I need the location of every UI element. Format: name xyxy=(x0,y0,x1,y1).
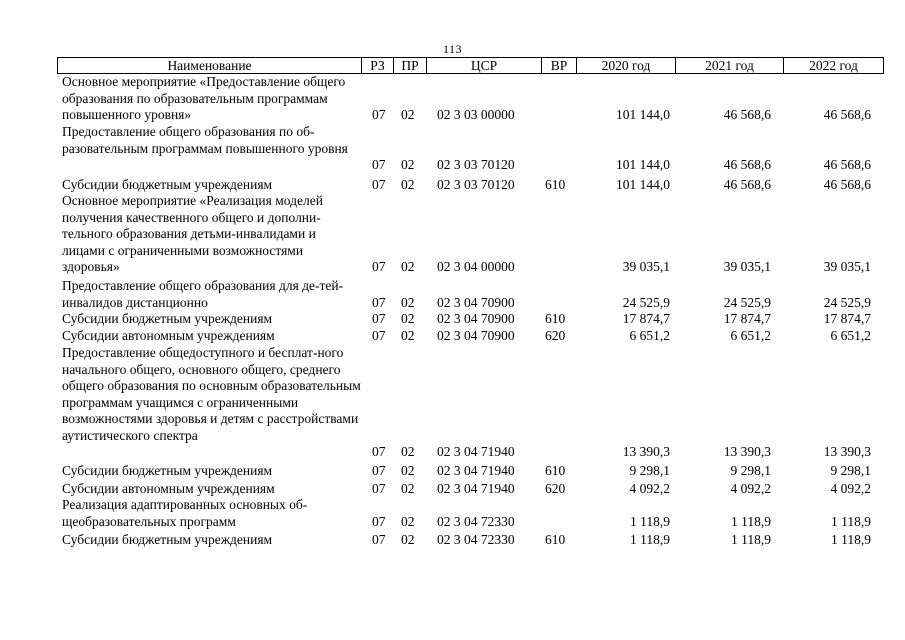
row-2020: 9 298,1 xyxy=(629,463,670,478)
row-pr: 02 xyxy=(401,463,415,478)
row-2021: 9 298,1 xyxy=(730,463,771,478)
row-2021: 46 568,6 xyxy=(723,177,771,192)
row-2020: 1 118,9 xyxy=(630,513,670,529)
table-row xyxy=(0,278,905,311)
row-2021: 39 035,1 xyxy=(723,259,771,274)
row-csr: 02 3 04 70900 xyxy=(437,294,515,310)
header-vr: ВР xyxy=(541,58,576,73)
header-csr: ЦСР xyxy=(426,58,541,73)
row-rz: 07 xyxy=(372,259,386,274)
row-2021: 4 092,2 xyxy=(730,481,771,496)
row-name: Реализация адаптированных основных об-щеобразовательных программ xyxy=(62,497,308,529)
row-csr: 02 3 03 70120 xyxy=(437,177,515,192)
row-rz: 07 xyxy=(372,444,386,459)
row-2021: 46 568,6 xyxy=(723,107,771,122)
row-pr: 02 xyxy=(401,532,415,547)
row-2022: 39 035,1 xyxy=(823,259,871,274)
row-rz: 07 xyxy=(372,513,386,529)
table-row xyxy=(0,177,905,194)
row-pr: 02 xyxy=(401,328,415,343)
row-csr: 02 3 04 00000 xyxy=(437,259,515,274)
row-csr: 02 3 03 70120 xyxy=(437,157,515,172)
row-2020: 24 525,9 xyxy=(622,294,670,310)
row-vr: 620 xyxy=(545,481,566,496)
row-csr: 02 3 04 71940 xyxy=(437,463,515,478)
table-header xyxy=(57,57,884,74)
row-pr: 02 xyxy=(401,294,415,310)
row-name: Субсидии бюджетным учреждениям xyxy=(62,177,273,192)
table-row xyxy=(0,311,905,328)
row-2022: 4 092,2 xyxy=(830,481,871,496)
row-2021: 17 874,7 xyxy=(723,311,771,326)
row-name: Основное мероприятие «Предоставление общего образования по образовательным программам повышенного уровня» xyxy=(62,74,346,122)
row-pr: 02 xyxy=(401,481,415,496)
row-pr: 02 xyxy=(401,157,415,172)
row-2022: 13 390,3 xyxy=(823,444,871,459)
row-pr: 02 xyxy=(401,444,415,459)
table-row xyxy=(0,124,905,174)
row-vr: 620 xyxy=(545,328,566,343)
row-2022: 6 651,2 xyxy=(830,328,871,343)
row-2022: 1 118,9 xyxy=(831,532,871,547)
table-row xyxy=(0,193,905,276)
header-2020: 2020 год xyxy=(576,58,675,73)
row-pr: 02 xyxy=(401,311,415,326)
row-name: Основное мероприятие «Реализация моделей получения качественного общего и дополни-тельного образования детьми-инвалидами и лицами с ограниченными возможностями здоровья» xyxy=(62,193,323,274)
row-name: Предоставление общедоступного и бесплат-ного начального общего, основного общего, среднего общего образования по основным образовательным программам учащимся с ограниченными возможностями здоровья и детям с расстройствами аутистического спектра xyxy=(62,345,361,443)
row-pr: 02 xyxy=(401,513,415,529)
row-pr: 02 xyxy=(401,259,415,274)
row-2022: 46 568,6 xyxy=(823,177,871,192)
header-pr: ПР xyxy=(393,58,426,73)
row-2020: 13 390,3 xyxy=(622,444,670,459)
row-name: Субсидии автономным учреждениям xyxy=(62,481,275,496)
page-number: 113 xyxy=(442,42,463,56)
header-rz: РЗ xyxy=(361,58,393,73)
row-2020: 1 118,9 xyxy=(630,532,670,547)
row-name: Субсидии бюджетным учреждениям xyxy=(62,463,273,478)
row-2022: 17 874,7 xyxy=(823,311,871,326)
row-2020: 17 874,7 xyxy=(622,311,670,326)
row-2022: 9 298,1 xyxy=(830,463,871,478)
row-name: Субсидии бюджетным учреждениям xyxy=(62,311,273,326)
row-2020: 6 651,2 xyxy=(629,328,670,343)
header-name: Наименование xyxy=(167,58,252,73)
table-row xyxy=(0,532,905,549)
row-2021: 24 525,9 xyxy=(723,294,771,310)
row-csr: 02 3 04 71940 xyxy=(437,481,515,496)
row-2021: 13 390,3 xyxy=(723,444,771,459)
row-2021: 46 568,6 xyxy=(723,157,771,172)
row-2020: 101 144,0 xyxy=(616,107,670,122)
row-name: Предоставление общего образования по об-разовательным программам повышенного уровня xyxy=(62,124,348,156)
row-2022: 46 568,6 xyxy=(823,107,871,122)
row-rz: 07 xyxy=(372,177,386,192)
row-rz: 07 xyxy=(372,463,386,478)
row-2022: 1 118,9 xyxy=(831,513,871,529)
row-name: Субсидии бюджетным учреждениям xyxy=(62,532,273,547)
row-2022: 46 568,6 xyxy=(823,157,871,172)
row-rz: 07 xyxy=(372,532,386,547)
table-row xyxy=(0,463,905,480)
row-csr: 02 3 04 71940 xyxy=(437,444,515,459)
row-csr: 02 3 03 00000 xyxy=(437,107,515,122)
row-rz: 07 xyxy=(372,311,386,326)
row-2020: 101 144,0 xyxy=(616,157,670,172)
table-row xyxy=(0,328,905,345)
row-pr: 02 xyxy=(401,177,415,192)
row-rz: 07 xyxy=(372,328,386,343)
row-csr: 02 3 04 70900 xyxy=(437,328,515,343)
row-csr: 02 3 04 72330 xyxy=(437,532,515,547)
row-pr: 02 xyxy=(401,107,415,122)
row-vr: 610 xyxy=(545,311,566,326)
header-2021: 2021 год xyxy=(675,58,783,73)
row-name: Субсидии автономным учреждениям xyxy=(62,328,275,343)
row-2020: 101 144,0 xyxy=(616,177,670,192)
row-rz: 07 xyxy=(372,157,386,172)
header-2022: 2022 год xyxy=(783,58,883,73)
row-2021: 1 118,9 xyxy=(731,513,771,529)
row-2020: 39 035,1 xyxy=(622,259,670,274)
row-vr: 610 xyxy=(545,532,566,547)
row-name: Предоставление общего образования для де-тей-инвалидов дистанционно xyxy=(62,278,344,310)
row-rz: 07 xyxy=(372,294,386,310)
row-csr: 02 3 04 70900 xyxy=(437,311,515,326)
row-rz: 07 xyxy=(372,481,386,496)
table-row xyxy=(0,497,905,530)
row-csr: 02 3 04 72330 xyxy=(437,513,515,529)
table-row xyxy=(0,74,905,124)
table-row xyxy=(0,345,905,461)
row-vr: 610 xyxy=(545,177,566,192)
row-2022: 24 525,9 xyxy=(823,294,871,310)
row-rz: 07 xyxy=(372,107,386,122)
row-2021: 6 651,2 xyxy=(730,328,771,343)
row-2020: 4 092,2 xyxy=(629,481,670,496)
row-vr: 610 xyxy=(545,463,566,478)
table-row xyxy=(0,481,905,498)
row-2021: 1 118,9 xyxy=(731,532,771,547)
